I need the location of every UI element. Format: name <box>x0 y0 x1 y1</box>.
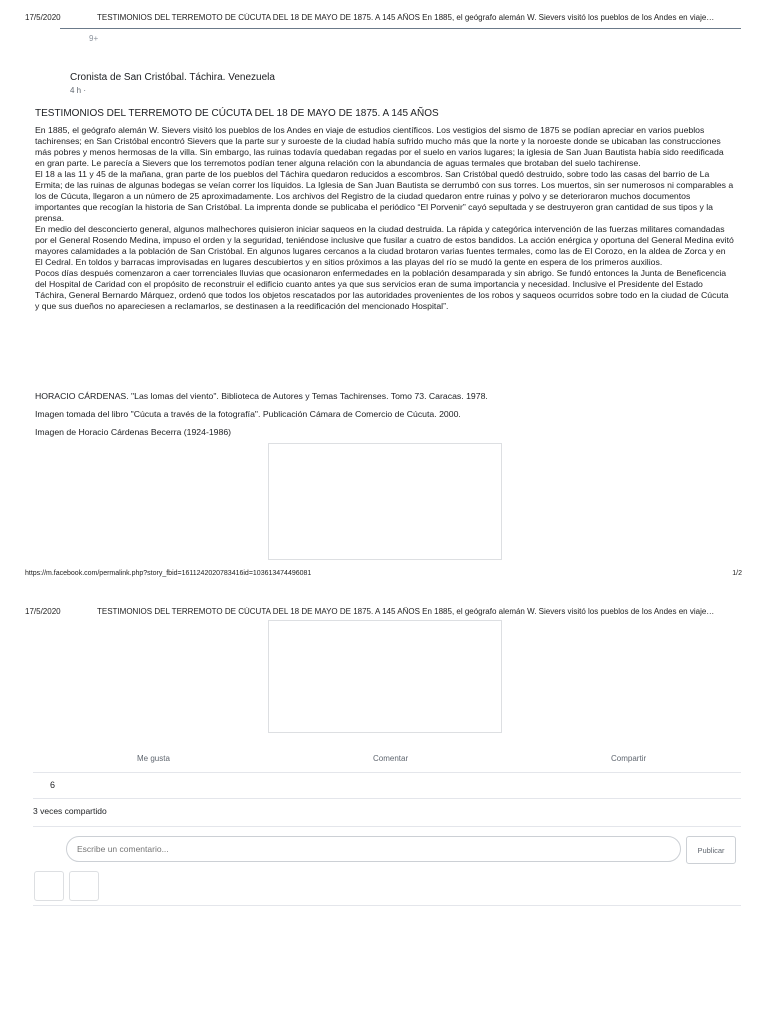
comment-button[interactable]: Comentar <box>373 754 409 763</box>
post-paragraph: En medio del desconcierto general, algunos malhechores quisieron iniciar saqueos en la ciudad destruida. La rápida y categórica intervención de las fuerzas militares comandadas por el General Rosendo Medina, impuso el orden y la seguridad, teniéndose inclusive que fusilar a cuatro de estos bandidos. La acción enérgica y oportuna del General Medina evitó mayores calamidades a la población de San Cristóbal. En algunos lugares cercanos a la ciudad brotaron varias fuentes termales, como las de El Corozo, en la aldea de Zorca y en El Cedral. En toldos y barracas improvisadas en lugares descubiertos y en sitios próximos a las playas del río se mudó la gente en espera de los primeros auxilios. <box>35 224 734 267</box>
print-footer-url: https://m.facebook.com/permalink.php?story_fbid=1611242020783416id=103613474496081 <box>25 570 312 577</box>
post-action-bar <box>0 754 768 768</box>
post-body <box>35 125 735 312</box>
like-button[interactable]: Me gusta <box>137 754 170 763</box>
notification-badge[interactable]: 9+ <box>89 34 99 43</box>
attach-photo-button[interactable] <box>34 871 64 901</box>
divider <box>33 905 741 906</box>
sticker-button[interactable] <box>69 871 99 901</box>
share-count[interactable]: 3 veces compartido <box>33 806 107 816</box>
print-date: 17/5/2020 <box>25 607 61 616</box>
print-page-number: 1/2 <box>732 570 742 577</box>
divider <box>33 826 741 827</box>
post-author[interactable]: Cronista de San Cristóbal. Táchira. Venezuela <box>70 72 275 83</box>
post-paragraph: El 18 a las 11 y 45 de la mañana, gran parte de los pueblos del Táchira quedaron reducidos a escombros. San Cristóbal quedó destruido, sobre todo las casas del barrio de La Ermita; de las ruinas de algunas bodegas se veían correr los líquidos. La Iglesia de San Juan Bautista se derrumbó con sus torres. Los muertos, sin ser numerosos ni comparables a los de Cúcuta, llegaron a un número de 25 aproximadamente. Los archivos del Registro de la ciudad quedaron entre ruinas y polvo y se deterioraron muchos documentos importantes que recogían la historia de San Cristóbal. La imprenta donde se publicaba el periódico “El Porvenir” cayó sepultada y se destruyeron gran cantidad de sus tipos y la prensa. <box>35 169 734 223</box>
post-photo[interactable] <box>268 443 502 560</box>
image-credit: Imagen tomada del libro "Cúcuta a través de la fotografía". Publicación Cámara de Comercio de Cúcuta. 2000. <box>35 409 461 419</box>
post-timestamp[interactable]: 4 h · <box>70 86 87 95</box>
reaction-count[interactable]: 6 <box>50 780 56 790</box>
divider <box>33 798 741 799</box>
post-title: TESTIMONIOS DEL TERREMOTO DE CÚCUTA DEL 18 DE MAYO DE 1875. A 145 AÑOS <box>35 108 439 119</box>
print-title: TESTIMONIOS DEL TERREMOTO DE CÚCUTA DEL 18 DE MAYO DE 1875. A 145 AÑOS En 1885, el geógrafo alemán W. Sievers visitó los pueblos de los Andes en viaje… <box>97 607 715 616</box>
post-paragraph: En 1885, el geógrafo alemán W. Sievers visitó los pueblos de los Andes en viaje de estudios científicos. Los vestigios del sismo de 1875 se podían apreciar en varios pueblos tachirenses; en San Cristóbal encontró Sievers que la parte sur y suroeste de la ciudad había sufrido mucho más que la norte y la noroeste donde se ubicaban las construcciones más pobres y menos hermosas de la villa. Sin embargo, las ruinas todavía quedaban regadas por el suelo en varios lugares; la iglesia de San Juan Bautista había sido reedificada en gran parte. Le parecía a Sievers que los terremotos podían tener alguna relación con la abundancia de aguas termales que brotaban del suelo tachirense. <box>35 125 724 168</box>
publish-button[interactable]: Publicar <box>686 836 736 864</box>
source-citation: HORACIO CÁRDENAS. "Las lomas del viento". Biblioteca de Autores y Temas Tachirenses. Tomo 73. Caracas. 1978. <box>35 391 488 401</box>
print-header <box>0 13 768 27</box>
header-divider <box>60 28 741 29</box>
post-paragraph: Pocos días después comenzaron a caer torrenciales lluvias que ocasionaron enfermedades en la población desamparada y sin abrigo. Se fundó entonces la Junta de Beneficencia del Hospital de Caridad con el propósito de reconstruir el edificio cuanto antes ya que sus servicios eran de suma importancia y necesidad. Inclusive el Presidente del Estado Táchira, General Bernardo Márquez, ordenó que todos los objetos rescatados por las autoridades provenientes de los robos y saqueos ocurridos sobre todo en la ciudad de Cúcuta y que sus dueños no apareciesen a reclamarlos, se destinasen a la reedificación del mencionado Hospital”. <box>35 268 729 311</box>
share-button[interactable]: Compartir <box>611 754 647 763</box>
print-header <box>0 607 768 621</box>
divider <box>33 772 741 773</box>
print-title: TESTIMONIOS DEL TERREMOTO DE CÚCUTA DEL 18 DE MAYO DE 1875. A 145 AÑOS En 1885, el geógrafo alemán W. Sievers visitó los pueblos de los Andes en viaje… <box>97 13 715 22</box>
comment-input[interactable] <box>66 836 681 862</box>
print-date: 17/5/2020 <box>25 13 61 22</box>
image-credit: Imagen de Horacio Cárdenas Becerra (1924-1986) <box>35 427 232 437</box>
post-photo[interactable] <box>268 620 502 733</box>
